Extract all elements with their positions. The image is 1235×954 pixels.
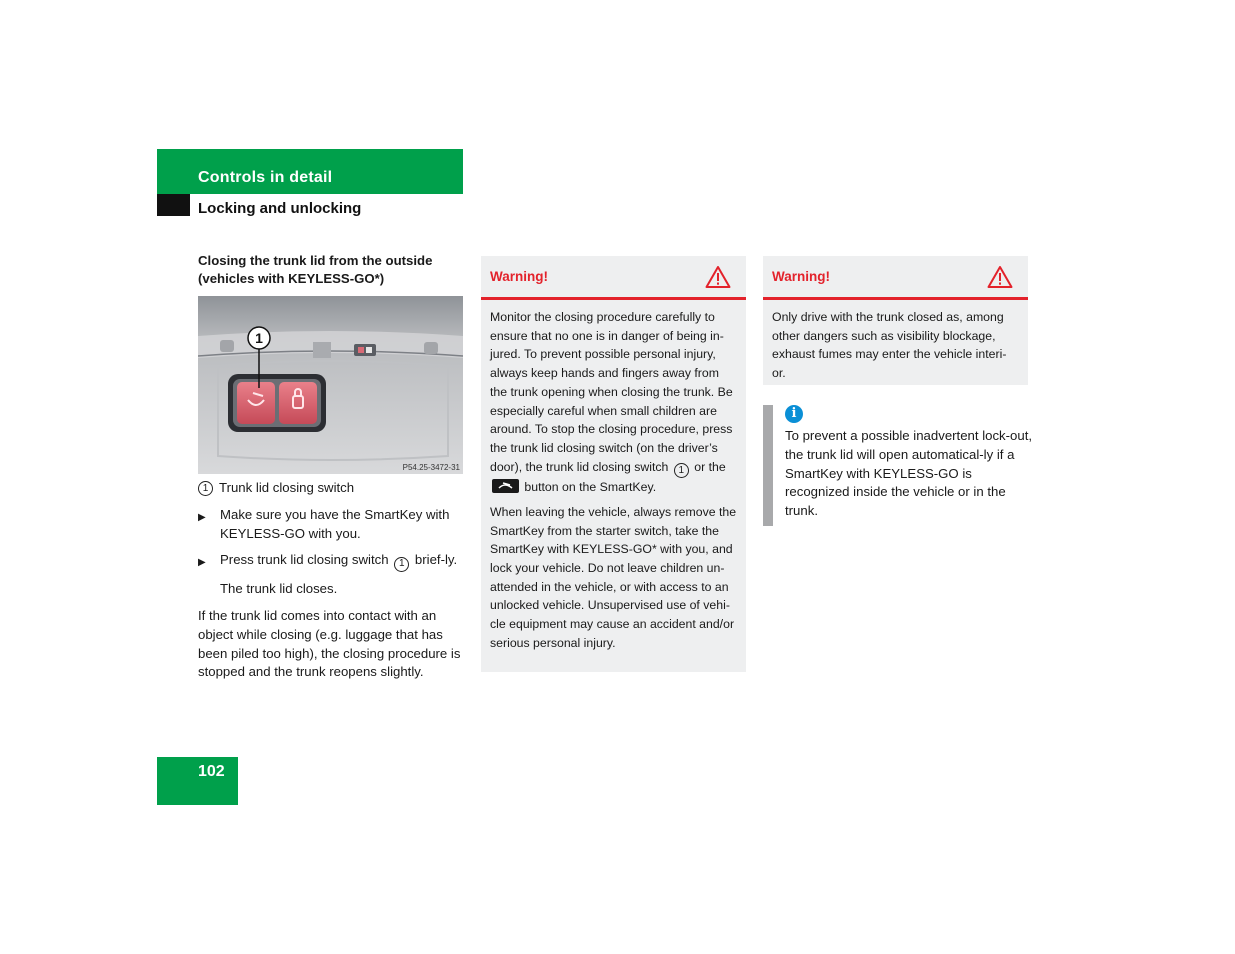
- warning-text: Monitor the closing procedure carefully to ensure that no one is in danger of being in-jured. To prevent possible personal injury, always keep hands and fingers away from the trunk opening when closing the trunk. Be especially careful when small children are around. To stop the closing procedure, press the trunk lid closing switch (on the driver’s door), the trunk lid closing switch: [490, 310, 733, 474]
- info-side-bar: [763, 405, 773, 526]
- figure-code-label: P54.25-3472-31: [402, 463, 460, 472]
- warning-title: Warning!: [490, 269, 548, 284]
- info-text: To prevent a possible inadvertent lock-out, the trunk lid will open automatical-ly if a SmartKey with KEYLESS-GO is recognized inside the vehicle or in the trunk.: [785, 428, 1033, 519]
- topic-heading: Closing the trunk lid from the outside (vehicles with KEYLESS-GO*): [198, 253, 433, 286]
- instruction-item: [198, 506, 463, 544]
- warning-header: [481, 256, 746, 300]
- page-number: 102: [198, 763, 225, 780]
- callout-number-badge: 1: [674, 463, 689, 478]
- caption-text: Trunk lid closing switch: [219, 480, 355, 495]
- instruction-text-suffix: brief-ly.: [414, 552, 458, 568]
- triangle-bullet-icon: ▶: [198, 557, 206, 569]
- warning-text: or the: [694, 459, 726, 474]
- subsection-title: Locking and unlocking: [198, 200, 362, 217]
- callout-number-badge: 1: [394, 557, 409, 572]
- trunk-switch-figure: [198, 296, 463, 474]
- warning-triangle-icon: [705, 265, 731, 289]
- instruction-text: [220, 551, 457, 573]
- warning-box-driving: [763, 256, 1028, 385]
- figure-caption: [198, 479, 463, 498]
- warning-body: [763, 300, 1028, 389]
- trunk-switch-illustration: [198, 296, 463, 474]
- warning-text: button on the SmartKey.: [524, 480, 657, 495]
- body-paragraph: If the trunk lid comes into contact with an object while closing (e.g. luggage that has been piled too high), the closing procedure is stopped and the trunk reopens slightly.: [198, 607, 461, 680]
- triangle-bullet-icon: ▶: [198, 511, 206, 523]
- result-text: The trunk lid closes.: [220, 581, 338, 597]
- warning-header: [763, 256, 1028, 300]
- instruction-text-main: Press trunk lid closing switch: [220, 552, 389, 568]
- callout-number-label: 1: [255, 330, 263, 346]
- subsection-marker: [157, 194, 190, 216]
- warning-paragraph: Only drive with the trunk closed as, among other dangers such as visibility blockage, exhaust fumes may enter the vehicle interi-or.: [772, 310, 1007, 381]
- trunk-key-button-icon: [492, 479, 519, 493]
- instruction-text: Make sure you have the SmartKey with KEYLESS-GO with you.: [220, 506, 450, 541]
- info-icon: i: [785, 405, 803, 423]
- warning-title: Warning!: [772, 269, 830, 284]
- callout-number-badge: 1: [198, 481, 213, 496]
- info-note: [763, 405, 1033, 521]
- left-column: [198, 252, 463, 682]
- warning-triangle-icon: [987, 265, 1013, 289]
- warning-paragraph: [490, 308, 737, 497]
- warning-paragraph: When leaving the vehicle, always remove the SmartKey from the starter switch, take the SmartKey with KEYLESS-GO* with you, and lock your vehicle. Do not leave children un-attended in the vehicle, or with access to an unlocked vehicle. Unsupervised use of vehi-cle equipment may cause an accident and/or serious personal injury.: [490, 504, 737, 650]
- info-content: [785, 405, 1033, 521]
- section-title: Controls in detail: [198, 169, 333, 186]
- instruction-item: [198, 551, 463, 573]
- warning-box-closing: [481, 256, 746, 672]
- warning-body: [481, 300, 746, 658]
